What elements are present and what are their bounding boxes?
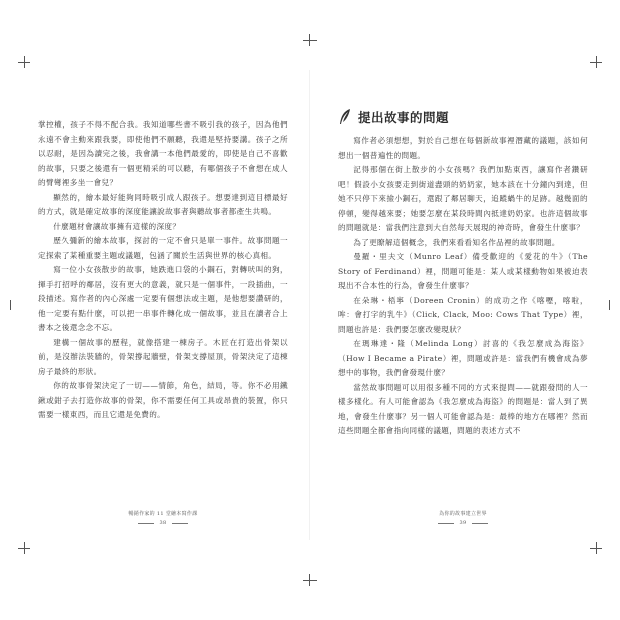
crop-mark — [596, 542, 597, 554]
crop-mark — [10, 300, 11, 310]
crop-mark — [596, 56, 597, 68]
folio-rule — [472, 523, 488, 524]
right-page-footer — [338, 510, 588, 528]
section-heading — [338, 108, 588, 126]
page-number: 39 — [459, 520, 467, 526]
crop-mark — [309, 34, 310, 46]
crop-mark — [24, 56, 25, 68]
page-folio — [338, 519, 588, 528]
paragraph: 在瑪琳達・隆（Melinda Long）討喜的《我怎麼成為海盜》（How I Became a Pirate）裡，問題或許是：當我們有機會成為夢想中的事物，我們會發現什麼？ — [338, 339, 588, 377]
paragraph: 建構一個故事的歷程，就像搭建一棟房子。木匠在打造出骨架以前，是沒辦法裝牆的，骨架撐起牆壁，骨架支撐屋頂，骨架決定了這棟房子最終的形狀。 — [38, 337, 288, 376]
page-folio — [38, 519, 288, 528]
chapter-title: 提出故事的問題 — [358, 110, 450, 125]
paragraph: 寫作者必須想想，對於自己想在每個新故事裡潛藏的議題，該如何想出一個普遍性的問題。 — [338, 136, 588, 160]
running-title: 暢銷作家的 11 堂繪本寫作課 — [128, 511, 198, 517]
folio-rule — [138, 523, 154, 524]
paragraph: 顯然的，繪本最好能夠同時吸引成人跟孩子。想要達到這目標最好的方式，就是確定故事的深度能讓說故事者與聽故事者都產生共鳴。 — [38, 192, 288, 216]
page-number: 38 — [159, 520, 167, 526]
paragraph: 記得那個在街上散步的小女孩嗎？我們加點東西，讓寫作者鑽研吧！假設小女孩要走到街道盡頭的奶奶家，她本該在十分鐘內到達，但她不只停下來撿小鋼石，還跟了鄰居聊天，追蹤蝸牛的足跡。越幾面的停頓，變得越來要；她要怎麼在某段時間內抵達奶奶家。也許這個故事的問題就是：當我們注意到大自然每天展現的神奇時，會發生什麼事？ — [338, 165, 588, 232]
book-gutter — [309, 70, 310, 540]
left-page — [38, 118, 288, 423]
paragraph: 掌控權，孩子不得不配合我。我知道哪些書不吸引我的孩子，因為他們永遠不會主動來跟我要，即使他們不願聽，我還是堅持要講。孩子之所以忍耐，是因為讀完之後，我會講一本他們最愛的，即使是自己不喜歡的故事，只要之後還有一個更精采的可以聽，有哪個孩子不會想在成人的臂彎裡多坐一會兒？ — [38, 120, 288, 187]
paragraph: 在朵琳・梧寧（Doreen Cronin）的成功之作《喀嚦，喀啦，哞：會打字的乳牛》（Click, Clack, Moo: Cows That Type）裡，問題也許是：我們要怎麼改變現狀？ — [338, 295, 588, 334]
left-page-footer — [38, 510, 288, 528]
paragraph: 當然故事問題可以用很多種不同的方式來提問——就跟發問的人一樣多樣化。有人可能會認為《我怎麼成為海盜》的問題是：當人到了異地，會發生什麼事？另一個人可能會認為是：最棒的地方在哪裡？然而這些問題全都會指向同樣的議題，問題的表述方式不 — [338, 382, 588, 435]
feather-quill-icon — [338, 108, 352, 126]
running-title: 為你的故事建立世界 — [439, 511, 487, 517]
folio-rule — [438, 523, 454, 524]
right-page — [338, 106, 588, 439]
folio-rule — [172, 523, 188, 524]
crop-mark — [303, 580, 317, 581]
crop-mark — [309, 574, 310, 586]
crop-mark — [609, 300, 610, 310]
paragraph: 曼羅・里夫文（Munro Leaf）備受歡迎的《愛花的牛》（The Story of Ferdinand）裡，問題可能是：某人或某樣動物如果被迫表現出不合本性的行為，會發生什麼事？ — [338, 252, 588, 290]
crop-mark — [24, 542, 25, 554]
paragraph: 什麼題材會讓故事擁有這樣的深度？ — [53, 221, 181, 231]
paragraph: 歷久彌新的繪本故事，探討的一定不會只是單一事件。故事問題一定探索了某種重要主題或議題，包涵了關於生活與世界的核心真相。 — [38, 236, 288, 260]
paragraph: 為了更瞭解這個概念，我們來看看知名作品裡的故事問題。 — [353, 237, 560, 247]
paragraph: 寫一位小女孩散步的故事，她跌進口袋的小鋼石，對轉吠叫的狗，揮手打招呼的鄰居，沒有更大的意義，就只是一個事件，一段插曲，一段描述。寫作者的內心深處一定要有個想法或主題，是他想要讚研的，他一定要有點什麼，可以把一串事件轉化成一個故事，並且在讀者合上書本之後還念念不忘。 — [38, 265, 288, 332]
paragraph: 你的故事骨架決定了一切——情節，角色，結局，等。你不必用鐵鍬或鉗子去打造你故事的骨架，你不需要任何工具或昂貴的裝置，你只需要一樣東西，而且它還是免費的。 — [38, 381, 288, 419]
crop-mark — [303, 40, 317, 41]
